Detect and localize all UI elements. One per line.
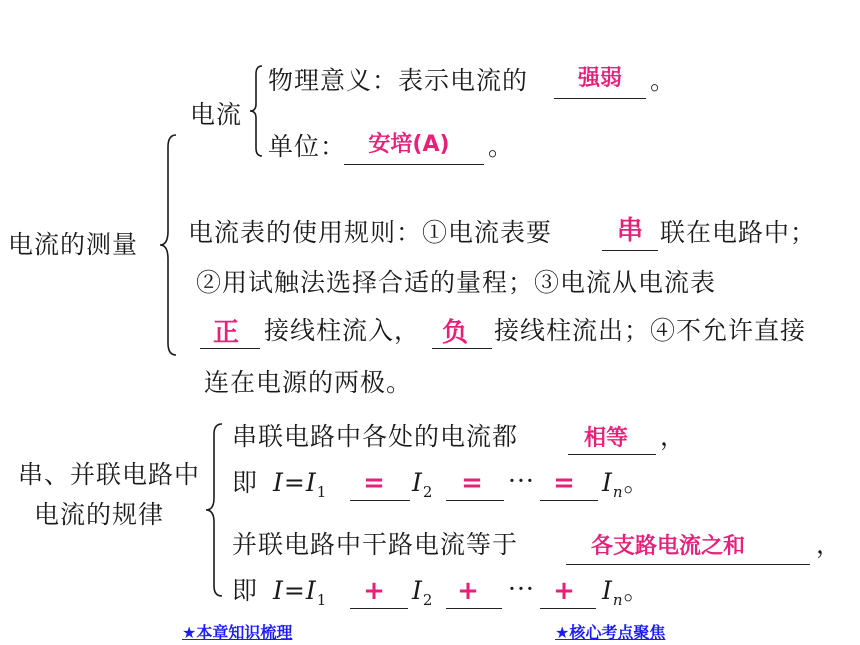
ammeter-line4: 连在电源的两极。 (204, 368, 413, 397)
series-formula-prefix: 即 (232, 468, 259, 497)
ammeter-line3-end: 接线柱流出；④不允许直接 (494, 316, 807, 345)
series-subn: n (612, 483, 624, 501)
unit-end: 。 (488, 132, 515, 161)
series-rule-text: 串联电路中各处的电流都 (232, 422, 519, 451)
series-dots: ··· (508, 466, 535, 495)
series-In (602, 468, 650, 501)
series-rule-end: ， (660, 422, 687, 451)
parallel-sub1: 1 (316, 591, 328, 609)
parallel-I1: I (305, 576, 317, 605)
series-formula (232, 468, 327, 501)
parallel-dots: ··· (508, 574, 535, 603)
series-rule-answer: 相等 (583, 426, 628, 451)
big-brace (160, 135, 180, 355)
parallel-In (602, 576, 650, 609)
series-formula-end: 。 (623, 468, 650, 497)
series-I2-letter: I (412, 468, 423, 497)
parallel-op1: + (363, 576, 385, 606)
parallel-formula (232, 576, 327, 609)
unit-text: 单位： (268, 132, 347, 161)
meaning-text: 物理意义：表示电流的 (268, 66, 529, 95)
ammeter-line1-end: 联在电路中； (660, 218, 817, 247)
section-label-line1: 串、并联电路中 (18, 460, 201, 489)
meaning-end: 。 (650, 66, 677, 95)
parallel-op3: + (553, 576, 575, 606)
nav-link-core-points[interactable]: ★核心考点聚焦 (555, 623, 666, 642)
ammeter-line1: 电流表的使用规则：①电流表要 (188, 218, 553, 247)
small-brace (250, 66, 264, 156)
series-op3: = (553, 468, 575, 498)
parallel-In-letter: I (602, 576, 613, 605)
parallel-op2: + (457, 576, 479, 606)
current-label: 电流 (190, 100, 243, 129)
series-op2: = (461, 468, 483, 498)
parallel-formula-prefix: 即 (232, 576, 259, 605)
parallel-I2-letter: I (412, 576, 423, 605)
series-I1: I (305, 468, 317, 497)
parallel-rule-text: 并联电路中干路电流等于 (232, 530, 519, 559)
parallel-subn: n (612, 591, 624, 609)
series-I: I (272, 468, 284, 497)
section-label-line2: 电流的规律 (34, 500, 165, 529)
negative-answer: 负 (441, 318, 468, 348)
series-answer: 串 (616, 216, 643, 246)
meaning-answer: 强弱 (577, 66, 622, 91)
ammeter-line3-mid: 接线柱流入， (264, 316, 421, 345)
parallel-eq: = (283, 576, 306, 605)
parallel-rule-end: ， (816, 530, 843, 559)
section-label-current-measurement: 电流的测量 (8, 230, 139, 259)
bottom-brace (206, 424, 224, 596)
parallel-sub2: 2 (422, 591, 434, 609)
nav-link-chapter-review[interactable]: ★本章知识梳理 (182, 623, 293, 642)
positive-answer: 正 (212, 318, 239, 348)
series-sub2: 2 (422, 483, 434, 501)
ammeter-line2: ②用试触法选择合适的量程；③电流从电流表 (196, 268, 717, 297)
parallel-rule-answer: 各支路电流之和 (590, 534, 745, 559)
parallel-I2 (412, 576, 433, 609)
series-sub1: 1 (316, 483, 328, 501)
series-op1: = (363, 468, 385, 498)
series-I2 (412, 468, 433, 501)
series-eq: = (283, 468, 306, 497)
series-In-letter: I (602, 468, 613, 497)
unit-answer: 安培(A) (368, 132, 450, 157)
parallel-formula-end: 。 (623, 576, 650, 605)
parallel-I: I (272, 576, 284, 605)
